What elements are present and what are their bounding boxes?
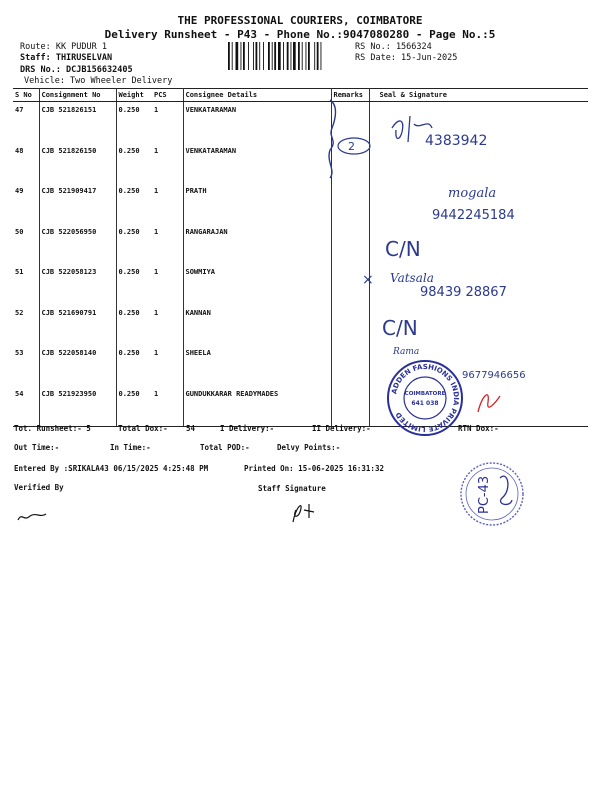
vehicle-label: Vehicle: Two Wheeler Delivery	[24, 76, 173, 86]
pc43-stamp-icon	[461, 463, 523, 525]
row51-name: Vatsala	[390, 271, 434, 285]
cell-sno: 49	[13, 183, 39, 224]
barcode-icon	[228, 42, 350, 70]
col-sno: S No	[13, 89, 39, 102]
cell-remarks	[331, 386, 369, 427]
cell-pcs: 1	[152, 386, 183, 427]
staff-label: Staff: THIRUSELVAN	[20, 53, 113, 63]
cell-sno: 48	[13, 143, 39, 184]
cell-seal-signature	[369, 224, 588, 265]
cell-consignment: CJB 521826151	[39, 102, 116, 143]
cell-weight: 0.250	[118, 268, 140, 276]
cell-weight: 0.250	[118, 227, 140, 236]
seal-center: COIMBATORE	[404, 391, 446, 397]
cell-seal-signature	[369, 386, 588, 427]
cell-weight: 0.250	[118, 349, 140, 357]
cell-consignment: CJB 521826150	[39, 143, 116, 184]
rs-number: RS No.: 1566324	[355, 42, 432, 52]
cell-consignee: VENKATARAMAN	[183, 143, 331, 184]
cell-seal-signature	[369, 264, 588, 305]
total-pod: Total POD:-	[200, 443, 250, 452]
cell-sno: 54	[13, 386, 39, 427]
cell-weight: 0.250	[118, 146, 140, 155]
cell-pcs: 1	[152, 143, 183, 184]
cell-seal-signature	[369, 305, 588, 346]
cell-seal-signature	[369, 102, 588, 143]
cross-mark-icon: ×	[362, 272, 374, 288]
cell-seal-signature	[369, 143, 588, 184]
cell-pcs: 1	[152, 345, 183, 386]
table-row	[13, 386, 588, 427]
row53-name: Rama	[393, 347, 420, 357]
cell-sno: 53	[13, 345, 39, 386]
cell-pcs: 1	[152, 102, 183, 143]
cell-sno: 50	[13, 224, 39, 265]
pc43-text: PC-43	[477, 475, 492, 514]
cell-remarks	[331, 264, 369, 305]
total-runsheet: Tot. Runsheet:- 5	[14, 424, 91, 433]
seal-pin: 641 038	[411, 400, 439, 407]
cell-consignee: SOWMIYA	[183, 264, 331, 305]
cell-pcs: 1	[152, 224, 183, 265]
runsheet-title: Delivery Runsheet - P43 - Phone No.:9047080280 - Page No.:5	[104, 28, 496, 41]
cell-sno: 47	[13, 102, 39, 143]
cell-weight: 0.250	[118, 308, 140, 317]
cell-pcs: 1	[152, 183, 183, 224]
cell-consignee: VENKATARAMAN	[183, 102, 331, 143]
col-consignee: Consignee Details	[183, 89, 331, 102]
staff-signature: Staff Signature	[258, 484, 326, 493]
row47-phone: 4383942	[425, 133, 488, 149]
row51-phone: 98439 28867	[420, 285, 507, 300]
col-consignment: Consignment No	[39, 89, 116, 102]
cell-remarks	[331, 102, 369, 143]
rtn-dox: RTN Dox:-	[458, 424, 499, 433]
route-label: Route: KK PUDUR 1	[20, 42, 107, 52]
col-remarks: Remarks	[331, 89, 369, 102]
i-delivery: I Delivery:-	[220, 424, 275, 433]
cell-weight: 0.250	[118, 106, 140, 114]
row50-mark: C/N	[385, 237, 421, 261]
cell-consignment: CJB 522058123	[39, 264, 116, 305]
company-title: THE PROFESSIONAL COURIERS, COIMBATORE	[177, 14, 423, 27]
table-row	[13, 143, 588, 184]
drs-number: DRS No.: DCJB156632405	[20, 65, 133, 75]
cell-seal-signature	[369, 183, 588, 224]
cell-consignment: CJB 521923950	[39, 386, 116, 427]
cell-consignee: SHEELA	[183, 345, 331, 386]
delvy-points: Delvy Points:-	[277, 443, 341, 452]
verified-by: Verified By	[14, 483, 64, 492]
cell-consignment: CJB 521909417	[39, 183, 116, 224]
cell-remarks	[331, 183, 369, 224]
total-dox-label: Total Dox:-	[118, 424, 168, 433]
cell-consignee: KANNAN	[183, 305, 331, 346]
rs-date: RS Date: 15-Jun-2025	[355, 53, 458, 63]
row48-mark: 2	[348, 140, 355, 153]
cell-consignee: PRATH	[183, 183, 331, 224]
entered-by: Entered By :SRIKALA43 06/15/2025 4:25:48 PM	[14, 464, 209, 473]
col-pcs: PCS	[152, 89, 183, 102]
col-seal-signature: Seal & Signature	[369, 89, 588, 102]
row52-mark: C/N	[382, 316, 418, 340]
verified-signature-icon	[18, 514, 46, 520]
cell-pcs: 1	[152, 305, 183, 346]
table-row	[13, 183, 588, 224]
cell-remarks	[331, 345, 369, 386]
col-weight: Weight	[116, 89, 152, 102]
cell-sno: 52	[13, 305, 39, 346]
table-row	[13, 305, 588, 346]
table-header-row	[13, 89, 588, 102]
cell-consignee: RANGARAJAN	[183, 224, 331, 265]
table-row	[13, 224, 588, 265]
row53-phone: 9677946656	[462, 370, 526, 381]
in-time: In Time:-	[110, 443, 151, 452]
runsheet-table	[13, 88, 588, 427]
staff-signature-icon	[293, 504, 314, 522]
cell-weight: 0.250	[118, 187, 140, 195]
ii-delivery: II Delivery:-	[312, 424, 371, 433]
cell-remarks	[331, 224, 369, 265]
cell-consignment: CJB 522056950	[39, 224, 116, 265]
row49-name: mogala	[448, 186, 497, 201]
total-dox-value: 54	[186, 424, 196, 433]
cell-remarks	[331, 305, 369, 346]
cell-consignment: CJB 522058140	[39, 345, 116, 386]
table-row	[13, 102, 588, 143]
row49-phone: 9442245184	[432, 208, 515, 223]
cell-weight: 0.250	[116, 386, 152, 427]
table-row	[13, 264, 588, 305]
cell-consignee: GUNDUKKARAR READYMADES	[183, 386, 331, 427]
cell-consignment: CJB 521690791	[39, 305, 116, 346]
cell-remarks	[331, 143, 369, 184]
cell-seal-signature	[369, 345, 588, 386]
printed-on: Printed On: 15-06-2025 16:31:32	[244, 464, 384, 473]
cell-pcs: 1	[152, 264, 183, 305]
table-row	[13, 345, 588, 386]
cell-sno: 51	[13, 264, 39, 305]
seal-text: ADDEN FASHIONS INDIA PRIVATE LIMITED	[390, 362, 461, 434]
out-time: Out Time:-	[14, 443, 60, 452]
